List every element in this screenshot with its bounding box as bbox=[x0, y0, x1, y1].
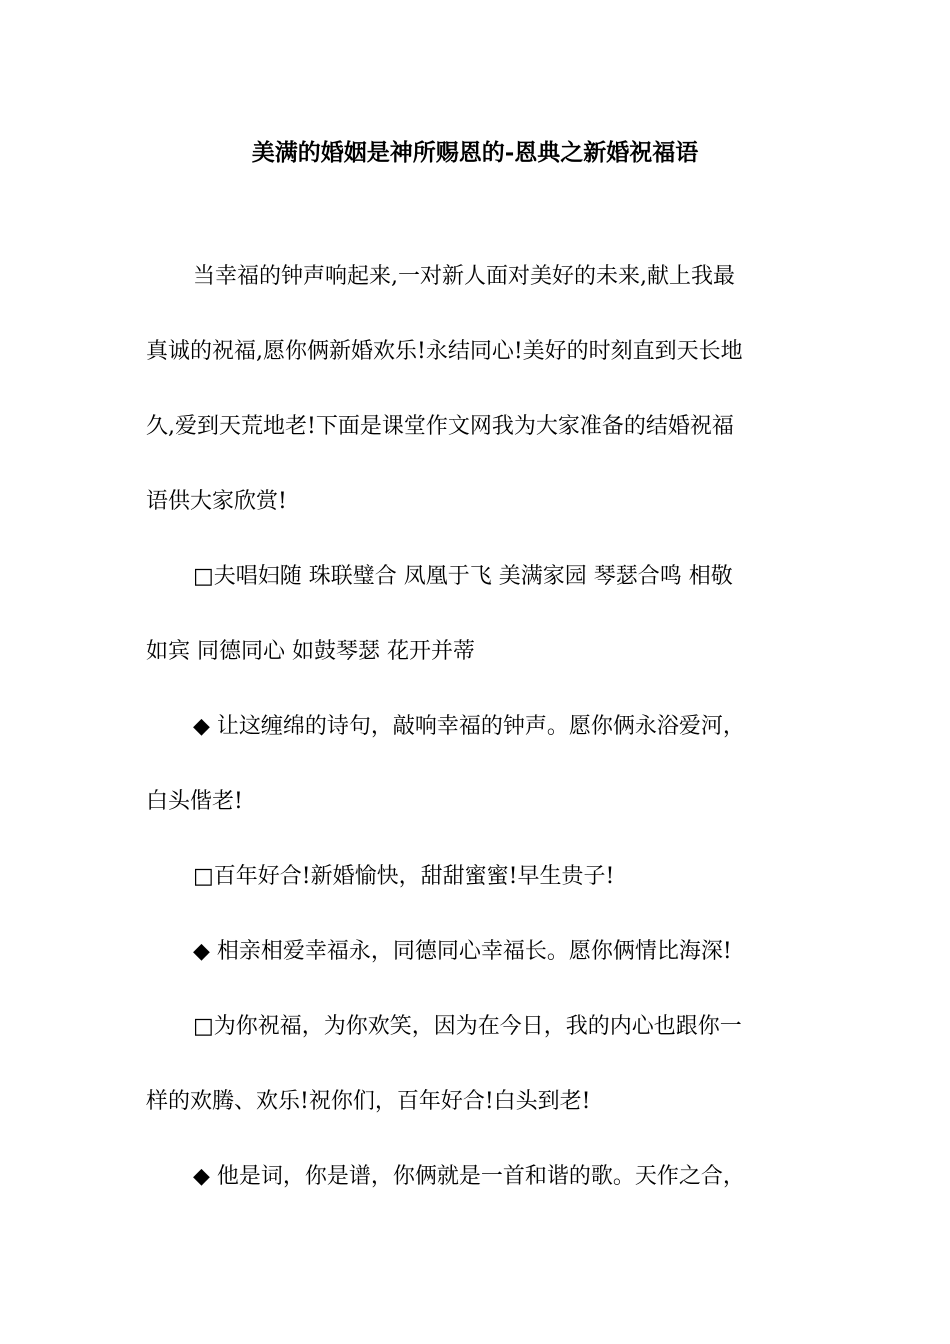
paragraph-6-line-2: 样的欢腾、欢乐!祝你们，百年好合!白头到老! bbox=[146, 1089, 591, 1114]
paragraph-3-line-2: 白头偕老! bbox=[146, 789, 243, 814]
paragraph-1-line-4: 语供大家欣赏! bbox=[146, 489, 287, 514]
paragraph-2-line-2: 如宾 同德同心 如鼓琴瑟 花开并蒂 bbox=[146, 639, 475, 664]
document-title: 美满的婚姻是神所赐恩的-恩典之新婚祝福语 bbox=[251, 139, 699, 166]
paragraph-7-line-1: ◆ 他是词，你是谱，你俩就是一首和谐的歌。天作之合， bbox=[193, 1164, 745, 1189]
paragraph-2-line-1: □夫唱妇随 珠联璧合 凤凰于飞 美满家园 琴瑟合鸣 相敬 bbox=[193, 564, 733, 589]
paragraph-1-line-1: 当幸福的钟声响起来,一对新人面对美好的未来,献上我最 bbox=[193, 264, 735, 289]
paragraph-6-line-1: □为你祝福，为你欢笑，因为在今日，我的内心也跟你一 bbox=[193, 1014, 742, 1039]
paragraph-1-line-3: 久,爱到天荒地老!下面是课堂作文网我为大家准备的结婚祝福 bbox=[146, 414, 734, 439]
paragraph-5-line-1: ◆ 相亲相爱幸福永，同德同心幸福长。愿你俩情比海深! bbox=[193, 939, 732, 964]
paragraph-4-line-1: □百年好合!新婚愉快，甜甜蜜蜜!早生贵子! bbox=[193, 864, 615, 889]
paragraph-1-line-2: 真诚的祝福,愿你俩新婚欢乐!永结同心!美好的时刻直到天长地 bbox=[146, 339, 743, 364]
paragraph-3-line-1: ◆ 让这缠绵的诗句，敲响幸福的钟声。愿你俩永浴爱河， bbox=[193, 714, 745, 739]
